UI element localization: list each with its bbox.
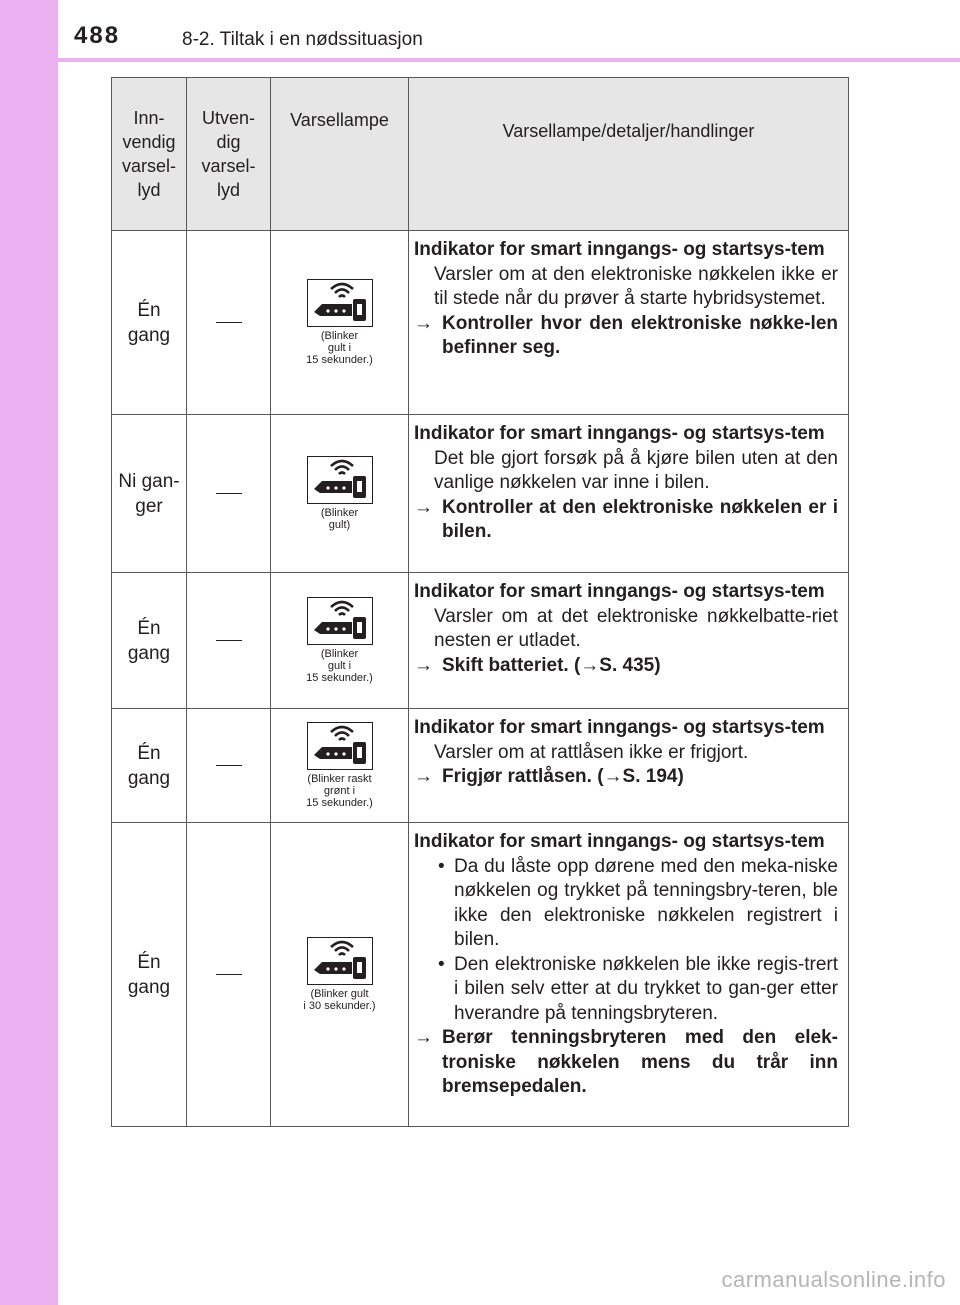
- dash-icon: [216, 493, 242, 494]
- exterior-buzzer-cell: [187, 709, 271, 823]
- action-text: Berør tenningsbryteren med den elek-troniske nøkkelen mens du trår inn bremsepedalen.: [442, 1027, 838, 1097]
- interior-buzzer-text: Ni gan- ger: [118, 470, 180, 517]
- lamp-caption: (Blinker gult i 15 sekunder.): [306, 648, 373, 684]
- table-row: [112, 573, 849, 709]
- smart-key-icon: [307, 456, 373, 504]
- details-title: Indikator for smart inngangs- og startsys-tem: [414, 581, 825, 602]
- details-title: Indikator for smart inngangs- og startsys-tem: [414, 239, 825, 260]
- table-row: [112, 709, 849, 823]
- interior-buzzer-text: Én gang: [127, 742, 171, 789]
- interior-buzzer-cell: [112, 573, 187, 709]
- action-text: Skift batteriet. (→S. 435): [442, 654, 661, 676]
- smart-key-icon: [307, 597, 373, 645]
- details-title: Indikator for smart inngangs- og startsys-tem: [414, 831, 825, 852]
- interior-buzzer-text: Én gang: [127, 951, 171, 998]
- arrow-right-icon: →: [414, 766, 433, 787]
- dash-icon: [216, 765, 242, 766]
- details-action: [414, 496, 838, 545]
- interior-buzzer-cell: [112, 231, 187, 415]
- exterior-buzzer-cell: [187, 415, 271, 573]
- table-row: [112, 231, 849, 415]
- col-header-interior-buzzer: Inn- vendig varsel- lyd: [112, 78, 187, 231]
- arrow-right-icon: →: [414, 654, 433, 676]
- col-header-warning-light: Varsellampe: [271, 78, 409, 231]
- col-header-details: Varsellampe/detaljer/handlinger: [409, 78, 849, 231]
- col-header-exterior-buzzer: Utven- dig varsel- lyd: [187, 78, 271, 231]
- section-title: 8-2. Tiltak i en nødssituasjon: [182, 29, 423, 50]
- page-number: 488: [74, 22, 121, 49]
- warning-light-cell: [271, 709, 409, 823]
- action-text: Frigjør rattlåsen. (→S. 194): [442, 766, 684, 787]
- warning-light-cell: [271, 415, 409, 573]
- dash-icon: [216, 640, 242, 641]
- lamp-caption: (Blinker gult i 30 sekunder.): [303, 988, 376, 1012]
- header-rule: [58, 58, 960, 62]
- details-cell: [409, 231, 849, 415]
- interior-buzzer-cell: [112, 823, 187, 1127]
- details-cell: [409, 709, 849, 823]
- interior-buzzer-cell: [112, 415, 187, 573]
- warning-light-cell: [271, 231, 409, 415]
- table-header-row: [112, 78, 849, 231]
- details-cell: [409, 823, 849, 1127]
- smart-key-icon: [307, 279, 373, 327]
- action-text: Kontroller hvor den elektroniske nøkke-len befinner seg.: [442, 312, 838, 358]
- details-cell: [409, 573, 849, 709]
- details-action: [414, 1026, 838, 1100]
- details-description: Det ble gjort forsøk på å kjøre bilen uten at den vanlige nøkkelen var inne i bilen.: [434, 447, 838, 493]
- action-text: Kontroller at den elektroniske nøkkelen er i bilen.: [442, 496, 838, 542]
- lamp-caption: (Blinker gult): [320, 507, 359, 531]
- warning-table: [111, 77, 849, 1127]
- details-description: Varsler om at rattlåsen ikke er frigjort.: [434, 741, 749, 763]
- table-row: [112, 823, 849, 1127]
- details-action: [414, 654, 838, 679]
- interior-buzzer-cell: [112, 709, 187, 823]
- bullet-text: Den elektroniske nøkkelen ble ikke regis-trert i bilen selv etter at du trykket to gan-ger etter hverandre på tenningsbryteren.: [454, 953, 838, 1024]
- arrow-right-icon: →: [414, 1027, 433, 1048]
- arrow-right-icon: →: [414, 496, 433, 518]
- details-title: Indikator for smart inngangs- og startsys-tem: [414, 717, 825, 738]
- interior-buzzer-text: Én gang: [127, 617, 171, 664]
- exterior-buzzer-cell: [187, 573, 271, 709]
- interior-buzzer-text: Én gang: [127, 299, 171, 346]
- details-action: [414, 765, 838, 790]
- lamp-caption: (Blinker gult i 15 sekunder.): [306, 330, 373, 366]
- exterior-buzzer-cell: [187, 231, 271, 415]
- list-item: [414, 953, 838, 1027]
- watermark: carmanualsonline.info: [721, 1267, 946, 1292]
- details-description: Varsler om at den elektroniske nøkkelen ikke er til stede når du prøver å starte hybridsystemet.: [434, 263, 838, 309]
- warning-light-cell: [271, 573, 409, 709]
- details-title: Indikator for smart inngangs- og startsys-tem: [414, 423, 825, 444]
- arrow-right-icon: →: [414, 312, 433, 334]
- bullet-text: Da du låste opp dørene med den meka-niske nøkkelen og trykket på tenningsbry-teren, ble ikke den elektroniske nøkkelen registrert i bilen.: [454, 855, 838, 950]
- details-cell: [409, 415, 849, 573]
- bullet-icon: •: [438, 953, 445, 975]
- table-row: [112, 415, 849, 573]
- lamp-caption: (Blinker raskt grønt i 15 sekunder.): [306, 773, 373, 809]
- exterior-buzzer-cell: [187, 823, 271, 1127]
- dash-icon: [216, 322, 242, 323]
- smart-key-icon: [307, 937, 373, 985]
- side-margin-band: [0, 0, 58, 1305]
- list-item: [414, 855, 838, 953]
- details-bullet-list: [414, 855, 838, 1027]
- dash-icon: [216, 974, 242, 975]
- warning-light-cell: [271, 823, 409, 1127]
- smart-key-icon: [307, 722, 373, 770]
- bullet-icon: •: [438, 855, 445, 877]
- details-action: [414, 312, 838, 361]
- details-description: Varsler om at det elektroniske nøkkelbatte-riet nesten er utladet.: [434, 605, 838, 651]
